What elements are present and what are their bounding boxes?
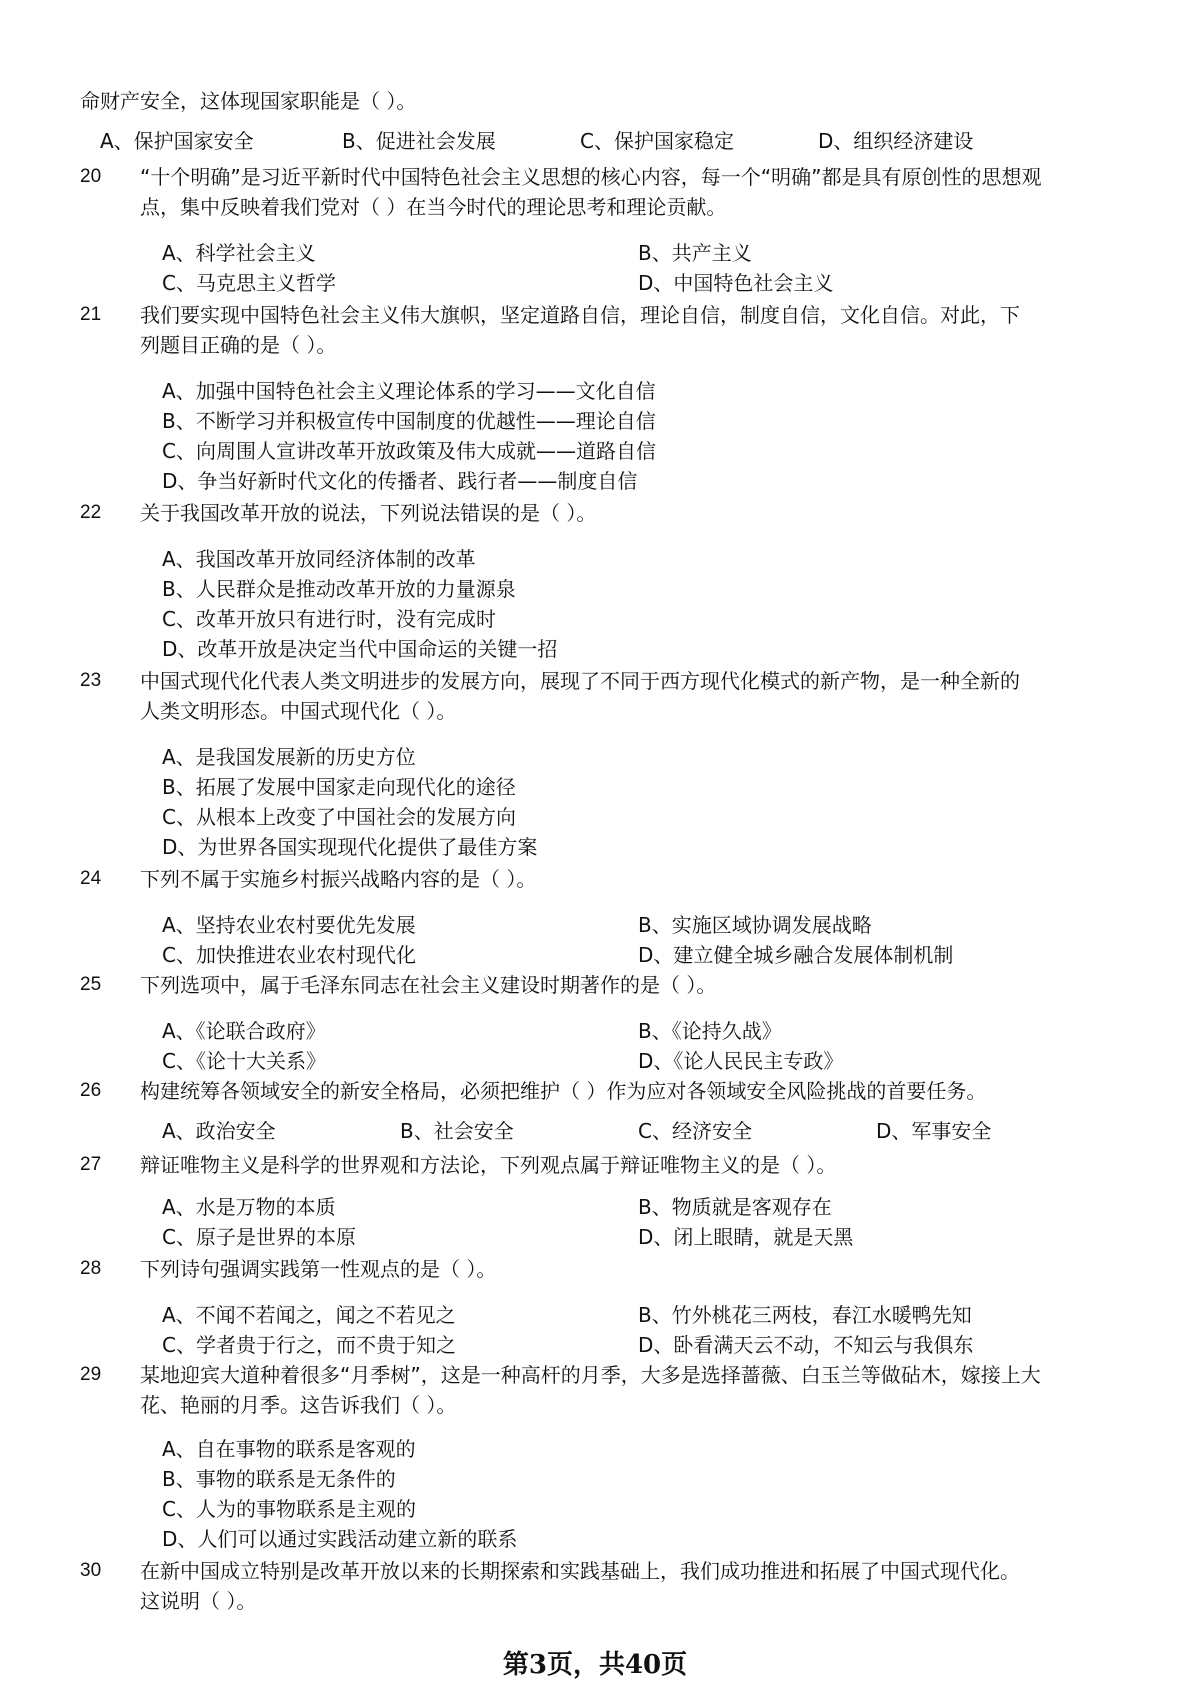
question-number: 28 [80, 1258, 102, 1279]
question-line: 点，集中反映着我们党对（ ）在当今时代的理论思考和理论贡献。 [140, 195, 727, 219]
option: C、人为的事物联系是主观的 [162, 1497, 416, 1521]
option: A、坚持农业农村要优先发展 [162, 913, 416, 937]
question-stem [140, 666, 1020, 726]
option: A、是我国发展新的历史方位 [162, 745, 416, 769]
question-number: 23 [80, 670, 102, 691]
question-line: 下列不属于实施乡村振兴战略内容的是（ ）。 [140, 867, 537, 891]
question-line: 在新中国成立特别是改革开放以来的长期探索和实践基础上，我们成功推进和拓展了中国式现代化。 [140, 1559, 1020, 1583]
page-number-footer: 第3页，共40页 [502, 1650, 688, 1680]
continuation-text: 命财产安全，这体现国家职能是（ ）。 [80, 89, 417, 113]
question-number: 24 [80, 868, 102, 889]
option: A、不闻不若闻之，闻之不若见之 [162, 1303, 456, 1327]
question-stem [140, 864, 536, 894]
question-number: 25 [80, 974, 102, 995]
option: D、组织经济建设 [818, 129, 974, 153]
option: D、人们可以通过实践活动建立新的联系 [162, 1527, 518, 1551]
option: B、人民群众是推动改革开放的力量源泉 [162, 577, 516, 601]
option: D、卧看满天云不动，不知云与我俱东 [638, 1333, 974, 1357]
option: D、争当好新时代文化的传播者、践行者——制度自信 [162, 469, 638, 493]
question-number: 29 [80, 1364, 102, 1385]
question-line: 人类文明形态。中国式现代化（ ）。 [140, 699, 457, 723]
option: A、保护国家安全 [100, 129, 254, 153]
option: C、保护国家稳定 [580, 129, 734, 153]
question-number: 22 [80, 502, 102, 523]
question-line: 下列诗句强调实践第一性观点的是（ ）。 [140, 1257, 497, 1281]
option: A、科学社会主义 [162, 241, 316, 265]
option: A、自在事物的联系是客观的 [162, 1437, 416, 1461]
question-number: 20 [80, 166, 102, 187]
option: C、改革开放只有进行时，没有完成时 [162, 607, 496, 631]
option: B、促进社会发展 [342, 129, 496, 153]
question-line: 关于我国改革开放的说法，下列说法错误的是（ ）。 [140, 501, 597, 525]
option: C、学者贵于行之，而不贵于知之 [162, 1333, 456, 1357]
question-line: 构建统筹各领域安全的新安全格局，必须把维护（ ）作为应对各领域安全风险挑战的首要任务。 [140, 1079, 987, 1103]
option: B、拓展了发展中国家走向现代化的途径 [162, 775, 516, 799]
question-stem [140, 1360, 1041, 1420]
option: A、水是万物的本质 [162, 1195, 336, 1219]
option: B、共产主义 [638, 241, 752, 265]
option: D、改革开放是决定当代中国命运的关键一招 [162, 637, 558, 661]
option: D、军事安全 [876, 1119, 992, 1143]
option: D、中国特色社会主义 [638, 271, 834, 295]
question-stem [140, 498, 596, 528]
question-number: 26 [80, 1080, 102, 1101]
question-line: 我们要实现中国特色社会主义伟大旗帜，坚定道路自信，理论自信，制度自信，文化自信。对此，下 [140, 303, 1020, 327]
option: C、《论十大关系》 [162, 1049, 326, 1073]
option: A、《论联合政府》 [162, 1019, 326, 1043]
option: B、《论持久战》 [638, 1019, 782, 1043]
option: C、马克思主义哲学 [162, 271, 336, 295]
option: C、从根本上改变了中国社会的发展方向 [162, 805, 516, 829]
option: D、闭上眼睛，就是天黑 [638, 1225, 854, 1249]
question-stem [140, 1150, 836, 1180]
question-number: 21 [80, 304, 102, 325]
option: C、加快推进农业农村现代化 [162, 943, 416, 967]
question-line: 辩证唯物主义是科学的世界观和方法论，下列观点属于辩证唯物主义的是（ ）。 [140, 1153, 837, 1177]
question-stem [140, 1254, 496, 1284]
question-line: 中国式现代化代表人类文明进步的发展方向，展现了不同于西方现代化模式的新产物，是一种全新的 [140, 669, 1020, 693]
question-line: 某地迎宾大道种着很多“月季树”，这是一种高杆的月季，大多是选择蔷薇、白玉兰等做砧木，嫁接上大 [140, 1363, 1041, 1387]
question-line: 列题目正确的是（ ）。 [140, 333, 337, 357]
option: B、社会安全 [400, 1119, 514, 1143]
question-stem [140, 162, 1041, 222]
question-line: 花、艳丽的月季。这告诉我们（ ）。 [140, 1393, 457, 1417]
option: A、加强中国特色社会主义理论体系的学习——文化自信 [162, 379, 656, 403]
question-stem [140, 1556, 1020, 1616]
question-number: 30 [80, 1560, 102, 1581]
option: B、物质就是客观存在 [638, 1195, 832, 1219]
option: D、《论人民民主专政》 [638, 1049, 844, 1073]
question-line: 下列选项中，属于毛泽东同志在社会主义建设时期著作的是（ ）。 [140, 973, 717, 997]
question-stem [140, 970, 716, 1000]
option: C、经济安全 [638, 1119, 752, 1143]
option: B、不断学习并积极宣传中国制度的优越性——理论自信 [162, 409, 656, 433]
option: B、实施区域协调发展战略 [638, 913, 872, 937]
question-line: 这说明（ ）。 [140, 1589, 257, 1613]
question-number: 27 [80, 1154, 102, 1175]
option: C、原子是世界的本原 [162, 1225, 356, 1249]
option: D、为世界各国实现现代化提供了最佳方案 [162, 835, 538, 859]
option: A、我国改革开放同经济体制的改革 [162, 547, 476, 571]
option: A、政治安全 [162, 1119, 276, 1143]
question-stem [140, 1076, 986, 1106]
option: D、建立健全城乡融合发展体制机制 [638, 943, 954, 967]
question-stem [140, 300, 1020, 360]
question-line: “十个明确”是习近平新时代中国特色社会主义思想的核心内容，每一个“明确”都是具有原创性的思想观 [140, 165, 1042, 189]
option: B、事物的联系是无条件的 [162, 1467, 396, 1491]
option: B、竹外桃花三两枝，春江水暖鸭先知 [638, 1303, 972, 1327]
option: C、向周围人宣讲改革开放政策及伟大成就——道路自信 [162, 439, 656, 463]
